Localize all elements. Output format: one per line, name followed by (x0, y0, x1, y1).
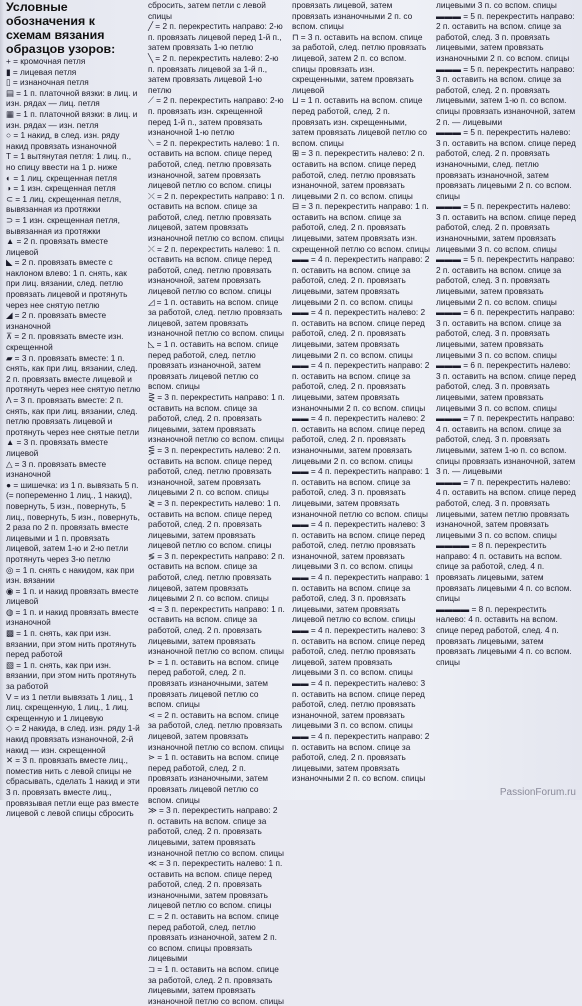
legend-entry: ⊟ = 3 п. перекрестить направо: 1 п. оставить на вспом. спице за работой, след. 2 п. провязать лицевыми, затем провязать изн. скрещенной петлю со вспом. спицы (292, 201, 430, 254)
legend-entry: ⋖ = 2 п. оставить на вспом. спице за работой, след. петлю провязать лицевой, затем провязать изнаночной петлю со вспом. спицы (148, 709, 284, 752)
legend-entry: ▬▬ = 4 п. перекрестить налево: 3 п. оставить на вспом. спице перед работой, след. петлю провязать изнаночной, затем провязать лицевыми 3 п. со вспом. спицы (292, 519, 426, 572)
legend-entry: ≶ = 3 п. перекрестить направо: 2 п. оставить на вспом. спице за работой, след. петлю провязать лицевой, затем провязать лицевыми 2 п. со вспом. спицы (148, 550, 285, 604)
page-fold-shadow (0, 0, 4, 800)
legend-entry: ✕ = 3 п. провязать вместе лиц., поместив нить с левой спицы не сбрасывать, сделать 1 накид и эти 3 п. провязать вместе лиц., провязывая петли еще раз вместе лицевой с левой спицы сбросить (6, 755, 140, 819)
legend-entry: ▬▬▬ = 5 п. перекрестить направо: 3 п. оставить на вспом. спице за работой, след. 2 п. провязать лицевыми, затем 1-ю п. со вспом. спицы провязать изнаночной, затем 2 п. — лицевыми (436, 63, 576, 127)
legend-entry: ⊼ = 2 п. провязать вместе изн. скрещенной (6, 331, 124, 353)
legend-entry: ▬▬▬▬ = 8 п. перекрестить налево: 4 п. оставить на вспом. спице перед работой, след. 4 п. провязать лицевыми, затем провязать лицевыми 4 п. со вспом. спицы (436, 603, 572, 667)
legend-entry: ⋗ = 1 п. оставить на вспом. спице перед работой, след. 2 п. провязать изнаночными, затем провязать лицевой петлю со вспом. спицы (148, 752, 279, 805)
legend-entry: ● = шишечка: из 1 п. вывязать 5 п. (= попеременно 1 лиц., 1 накид), повернуть, 5 изн., повернуть, 5 лиц., повернуть, 5 изн., повернуть, 2 раза по 2 п. провязать вместе лицевыми и 1 п. провязать лицевой, затем 1-ю и 2-ю петли протянуть через 3-ю петлю (6, 479, 140, 564)
legend-list-4 (436, 0, 576, 667)
legend-entry: ⊔ = 1 п. оставить на вспом. спице перед работой, след. 2 п. провязать изн. скрещенными, затем провязать лицевой петлю со вспом. спицы (292, 95, 428, 148)
legend-entry: ≷ = 3 п. перекрестить налево: 1 п. оставить на вспом. спице перед работой, след. 2 п. провязать лицевыми, затем провязать лицевой петлю со вспом. спицы (148, 497, 281, 551)
legend-entry: ▧ = 1 п. снять, как при изн. вязании, при этом нить протянуть за работой (6, 659, 137, 692)
legend-entry: ▬▬ = 4 п. перекрестить налево: 2 п. оставить на вспом. спице перед работой, след. 2 п. провязать изнаночными, затем провязать лицевыми 2 п. со вспом. спицы (292, 413, 426, 466)
legend-entry: ▬▬▬ = 5 п. перекрестить налево: 3 п. оставить на вспом. спице перед работой, след. 2 п. провязать изнаночными, затем провязать лицевыми 3 п. со вспом. спицы (436, 201, 576, 254)
legend-entry: ◐ = 1 лиц. скрещенная петля (6, 172, 117, 183)
legend-entry: ▩ = 1 п. снять, как при изн. вязании, при этом нить протянуть перед работой (6, 628, 137, 660)
legend-entry: V = из 1 петли вывязать 1 лиц., 1 лиц. скрещенную, 1 лиц., 1 лиц. скрещенную и 1 лицевую (6, 691, 134, 723)
legend-entry: ▬▬▬ = 7 п. перекрестить направо: 4 п. оставить на вспом. спице за работой, след. 3 п. провязать лицевыми, затем 1-ю п. со вспом. спицы провязать изнаночной, затем 3 п. — лицевыми (436, 413, 576, 477)
legend-entry: ▬▬▬ = 6 п. перекрестить налево: 3 п. оставить на вспом. спице перед работой, след. 3 п. провязать лицевыми, затем провязать лицевыми 3 п. со вспом. спицы (436, 360, 576, 413)
legend-entry: провязать лицевой, затем провязать изнаночными 2 п. со вспом. спицы (292, 0, 413, 32)
legend-entry: ▬▬ = 4 п. перекрестить направо: 2 п. оставить на вспом. спице за работой, след. 2 п. провязать лицевыми, затем провязать изнаночными 2 п. со вспом. спицы (292, 730, 430, 784)
legend-entry: ⊃ = 1 изн. скрещенная петля, вывязанная из протяжки (6, 214, 120, 236)
legend-entry: ⊂ = 1 лиц. скрещенная петля, вывязанная из протяжки (6, 193, 122, 215)
legend-entry: ⋛ = 3 п. перекрестить направо: 1 п. оставить на вспом. спице за работой, след. 2 п. провязать лицевыми, затем провязать изнаночной петлю со вспом. спицы (148, 391, 285, 445)
legend-entry: ⊳ = 1 п. оставить на вспом. спице перед работой, след. 2 п. провязать изнаночными, затем провязать лицевой петлю со вспом. спицы (148, 656, 279, 710)
legend-column-4 (436, 0, 576, 800)
legend-heading: Условные обозначения к схемам вязания образцов узоров: (6, 0, 116, 56)
legend-entry: ▯ = изнаночная петля (6, 77, 89, 88)
legend-entry: лицевыми 3 п. со вспом. спицы (436, 0, 557, 10)
legend-entry: ▬▬ = 4 п. перекрестить направо: 1 п. оставить на вспом. спице за работой, след. 3 п. провязать лицевыми, затем провязать изнаночной петлю со вспом. спицы (292, 466, 430, 519)
legend-entry: ▦ = 1 п. платочной вязки: в лиц. и изн. рядах — изн. петля (6, 108, 138, 130)
legend-entry: ▬▬ = 4 п. перекрестить направо: 2 п. оставить на вспом. спице за работой, след. 2 п. провязать лицевыми, затем провязать изнаночными 2 п. со вспом. спицы (292, 360, 430, 413)
legend-entry: ⋚ = 3 п. перекрестить налево: 2 п. оставить на вспом. спице перед работой, след. петлю провязать изнаночной, затем провязать лицевыми 2 п. со вспом. спицы (148, 444, 281, 498)
legend-entry: ▬▬ = 4 п. перекрестить налево: 3 п. оставить на вспом. спице перед работой, след. петлю провязать лицевой, затем провязать лицевыми 3 п. со вспом. спицы (292, 625, 426, 678)
legend-entry: ◺ = 1 п. оставить на вспом. спице перед работой, след. петлю провязать изнаночной, затем провязать лицевой петлю со вспом. спицы (148, 339, 279, 392)
legend-entry: ▬▬▬ = 5 п. перекрестить направо: 2 п. оставить на вспом. спице за работой, след. 3 п. провязать лицевыми, затем провязать изнаночными 2 п. со вспом. спицы (436, 10, 575, 63)
legend-entry: ⊏ = 2 п. оставить на вспом. спице перед работой, след. петлю провязать изнаночной, затем 2 п. со вспом. спицы провязать лицевыми (148, 911, 279, 964)
legend-entry: + = кромочная петля (6, 56, 86, 66)
legend-entry: ⟍ = 2 п. перекрестить налево: 1 п. оставить на вспом. спице перед работой, след. петлю провязать изнаночной, затем провязать лицевой петлю со вспом. спицы (148, 137, 280, 191)
legend-entry: ▲ = 3 п. провязать вместе лицевой (6, 437, 108, 458)
legend-entry: ⊞ = 3 п. перекрестить налево: 2 п. оставить на вспом. спице перед работой, след. петлю провязать изнаночной, затем провязать лицевыми 2 п. со вспом. спицы (292, 148, 425, 201)
legend-entry: ⊲ = 3 п. перекрестить направо: 1 п. оставить на вспом. спице за работой, след. 2 п. провязать лицевыми, затем провязать изнаночной петлю со вспом. спицы (148, 603, 285, 657)
legend-entry: ◿ = 1 п. оставить на вспом. спице за работой, след. петлю провязать лицевой, затем провязать изнаночной петлю со вспом. спицы (148, 296, 284, 339)
legend-entry: ▬▬▬ = 5 п. перекрестить налево: 3 п. оставить на вспом. спице перед работой, след. 2 п. провязать изнаночными, след. петлю провязать изнаночной, затем провязать лицевыми 2 п. со вспом. спицы (436, 127, 576, 201)
legend-column-3 (292, 0, 430, 800)
legend-entry: ◇ = 2 накида, в след. изн. ряду 1-й накид провязать изнаночной, 2-й накид — изн. скрещенной (6, 723, 140, 755)
legend-entry: ▬▬ = 4 п. перекрестить направо: 2 п. оставить на вспом. спице за работой, след. 2 п. провязать лицевыми, затем провязать лицевыми 2 п. со вспом. спицы (292, 254, 430, 307)
legend-entry: ╲ = 2 п. перекрестить налево: 2-ю п. провязать лицевой за 1-й п., затем провязать лицевой 1-ю петлю (148, 52, 279, 95)
legend-entry: ▰ = 3 п. провязать вместе: 1 п. снять, как при лиц. вязании, след. 2 п. провязать вместе лицевой и протянуть через нее снятую петлю (6, 352, 141, 395)
legend-entry: T = 1 вытянутая петля: 1 лиц. п., но спицу ввести на 1 р. ниже (6, 151, 132, 172)
legend-entry: ◑ = 1 изн. скрещенная петля (6, 183, 116, 194)
legend-entry: ≪ = 3 п. перекрестить налево: 1 п. оставить на вспом. спице перед работой, след. 2 п. провязать изнаночными, затем провязать лицевой петлю со вспом. спицы (148, 858, 283, 911)
legend-entry: ⤬ = 2 п. перекрестить налево: 1 п. оставить на вспом. спице перед работой, след. петлю провязать изнаночной, затем провязать лицевой петлю со вспом. спицы (148, 243, 281, 297)
legend-entry: ◣ = 2 п. провязать вместе с наклоном влево: 1 п. снять, как при лиц. вязании, след. петлю провязать лицевой и протянуть через нее снятую петлю (6, 257, 128, 310)
legend-entry: ▬▬▬▬ = 8 п. перекрестить направо: 4 п. оставить на вспом. спице за работой, след. 4 п. провязать лицевыми, затем провязать лицевыми 4 п. со вспом. спицы (436, 540, 572, 604)
legend-entry: ◉ = 1 п. и накид провязать вместе лицевой (6, 585, 139, 607)
legend-entry: ▤ = 1 п. платочной вязки: в лиц. и изн. рядах — лиц. петля (6, 87, 138, 109)
legend-entry: ⤫ = 2 п. перекрестить направо: 1 п. оставить на вспом. спице за работой, след. петлю провязать лицевой, затем провязать изнаночной петлю со вспом. спицы (148, 190, 285, 244)
legend-list-2 (148, 0, 286, 1006)
legend-entry: ▲ = 2 п. провязать вместе лицевой (6, 236, 108, 257)
legend-entry: ▬▬ = 4 п. перекрестить направо: 1 п. оставить на вспом. спице за работой, след. 3 п. провязать лицевыми, затем провязать лицевой петлю со вспом. спицы (292, 572, 430, 625)
legend-list-3 (292, 0, 430, 784)
legend-column-2 (148, 0, 286, 1006)
legend-entry: Λ = 3 п. провязать вместе: 2 п. снять, как при лиц. вязании, след. петлю провязать лицевой и протянуть через нее снятые петли (6, 395, 140, 437)
legend-entry: ▬▬▬ = 6 п. перекрестить направо: 3 п. оставить на вспом. спице за работой, след. 3 п. провязать лицевыми, затем провязать лицевыми 3 п. со вспом. спицы (436, 307, 575, 360)
legend-entry: ▬▬ = 4 п. перекрестить налево: 2 п. оставить на вспом. спице перед работой, след. 2 п. провязать лицевыми, затем провязать лицевыми 2 п. со вспом. спицы (292, 307, 426, 360)
legend-entry: ◎ = 1 п. снять с накидом, как при изн. вязании (6, 564, 135, 586)
legend-entry: сбросить, затем петли с левой спицы (148, 0, 266, 21)
legend-entry: ○ = 1 накид, в след. изн. ряду накид провязать изнаночной (6, 130, 120, 151)
legend-entry: △ = 3 п. провязать вместе изнаночной (6, 458, 107, 480)
legend-entry: ▬▬▬ = 5 п. перекрестить направо: 2 п. оставить на вспом. спице за работой, след. 3 п. провязать лицевыми, затем провязать лицевыми 2 п. со вспом. спицы (436, 254, 575, 307)
legend-entry: ⊐ = 1 п. оставить на вспом. спице за работой, след. 2 п. провязать лицевыми, затем провязать изнаночной петлю со вспом. спицы (148, 964, 284, 1006)
legend-entry: ≫ = 3 п. перекрестить направо: 2 п. оставить на вспом. спице за работой, след. 2 п. провязать лицевыми, затем провязать изнаночной петлю со вспом. спицы (148, 805, 284, 858)
legend-list-1 (6, 56, 142, 819)
legend-entry: ▬▬ = 4 п. перекрестить налево: 3 п. оставить на вспом. спице перед работой, след. петлю провязать изнаночной, затем провязать лицевыми 3 п. со вспом. спицы (292, 678, 426, 731)
legend-column-1 (6, 0, 142, 819)
legend-entry: ╱ = 2 п. перекрестить направо: 2-ю п. провязать лицевой перед 1-й п., затем провязать 1-ю петлю (148, 21, 283, 53)
legend-entry: ▮ = лицевая петля (6, 66, 77, 77)
legend-entry: ◢ = 2 п. провязать вместе изнаночной (6, 310, 107, 331)
legend-entry: ◍ = 1 п. и накид провязать вместе изнаночной (6, 606, 139, 628)
watermark: PassionForum.ru (499, 787, 576, 798)
legend-entry: ▬▬▬ = 7 п. перекрестить налево: 4 п. оставить на вспом. спице перед работой, след. 3 п. провязать лицевыми, затем петлю провязать изнаночной, затем провязать лицевыми 3 п. со вспом. спицы (436, 476, 576, 540)
legend-entry: ⟋ = 2 п. перекрестить направо: 2-ю п. провязать изн. скрещенной перед 1-й п., затем провязать изнаночной 1-ю петлю (148, 95, 284, 138)
legend-entry: ⊓ = 3 п. оставить на вспом. спице за работой, след. петлю провязать лицевой, затем 2 п. со вспом. спицы провязать изн. скрещенными, затем провязать лицевой (292, 31, 427, 95)
